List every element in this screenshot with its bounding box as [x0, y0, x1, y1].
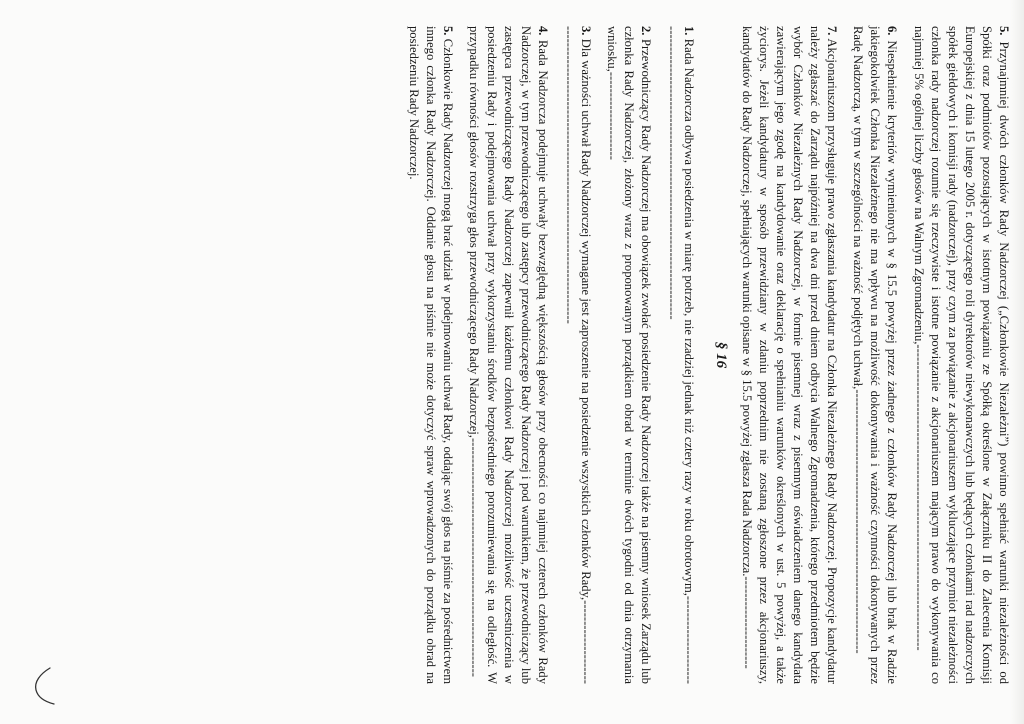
paragraph-text: Akcjonariuszom przysługuje prawo zgłaszania kandydatur na Członka Niezależnego Rady Nadzorczej. Propozycje kandydatur należy zgłaszać do Zarządu najpóźniej na dwa dni przed dniem odbycia Walnego Zgromadzenia, którego przedmiotem będzie wybór Członków Niezależnych Rady Nadzorczej, w formie pisemnej wraz z pisemnym oświadczeniem danego kandydata zawierającym jego zgodę na kandydowanie oraz deklarację o spełnianiu warunków określonych w ust. 5 powyżej, a także życiorys. Jeżeli kandydatury w sposób przewidziany w zdaniu poprzednim nie zostaną zgłoszone przez akcjonariuszy, kandydatów do Rady Nadzorczej, spełniających warunki opisane w § 15.5 powyżej zgłasza Rada Nadzorcza.----------------------	[739, 26, 840, 684]
paragraph-number: 2.	[639, 26, 654, 36]
paragraph-number: 7.	[825, 26, 840, 36]
s16-paragraph-3	[560, 26, 594, 684]
paragraph-text: Członkowie Rady Nadzorczej mogą brać udział w podejmowaniu uchwał Rady, oddając swój głos na piśmie za pośrednictwem innego członka Rady Nadzorczej. Oddanie głosu na piśmie nie może dotyczyć spraw wprowadzonych do porządku obrad na posiedzeniu Rady Nadzorczej.	[407, 26, 456, 685]
s16-paragraph-2	[603, 26, 654, 684]
paragraph-number: 4.	[535, 26, 550, 36]
paragraph-text: Rada Nadzorcza odbywa posiedzenia w miarę potrzeb, nie rzadziej jednak niż cztery razy w roku obrotowym,-------------------------------------------------------------------------------------------	[665, 26, 697, 684]
paragraph-5	[909, 26, 1012, 684]
s16-paragraph-1	[663, 26, 697, 684]
s16-paragraph-5	[405, 26, 456, 684]
paragraph-number: 3.	[579, 26, 594, 36]
s16-paragraph-4	[465, 26, 550, 684]
paragraph-number: 5.	[441, 26, 456, 36]
paragraph-text: Niespełnienie kryteriów wymienionych w § 15.5 powyżej przez żadnego z członków Rady Nadzorczej lub brak w Radzie jakiegokolwiek Członka Niezależnego nie ma wpływu na możliwość dokonywania i ważność czynności dokonywanych przez Radę Nadzorczą, w tym w szczególności na ważność podjętych uchwał,---------------------------------------------------------------	[851, 26, 900, 684]
paragraph-text: Przynajmniej dwóch członków Rady Nadzorczej („Członkowie Niezależni”) powinno spełniać warunki niezależności od Spółki oraz podmiotów pozostających w istotnym powiązaniu ze Spółką określone w Załączniku II do Zalecenia Komisji Europejskiej z dnia 15 lutego 2005 r. dotyczącego roli dyrektorów niewykonawczych lub będących członkami rad nadzorczych spółek giełdowych i komisji rady (nadzorczej), przy czym za powiązanie z akcjonariuszem wykluczające przymiot niezależności członka rady nadzorczej rozumie się rzeczywiste i istotne powiązanie z akcjonariuszem mającym prawo do wykonywania co najmniej 5% ogólnej liczby głosów na Walnym Zgromadzeniu,-------------------------------------------------------------------------	[911, 26, 1011, 684]
handwritten-initial-mark	[28, 664, 72, 710]
paragraph-number: 6.	[885, 26, 900, 36]
paragraph-text: Dla ważności uchwał Rady Nadzorczej wymagane jest zaproszenie na posiedzenie wszystkich członków Rady,-------------------------------------------------------------------------------------------	[561, 26, 594, 685]
paragraph-number: 5.	[997, 26, 1011, 36]
paragraph-6	[849, 26, 900, 684]
rotated-text-block	[4, 8, 1014, 698]
paragraph-7	[738, 26, 841, 684]
paragraph-number: 1.	[682, 26, 697, 36]
paragraph-text: Rada Nadzorcza podejmuje uchwały bezwzględną większością głosów przy obecności co najmniej czterech członków Rady Nadzorczej, w tym przewodniczącego lub zastępcy przewodniczącego Rady Nadzorczej i pod warunkiem, że przewodniczący lub zastępca przewodniczącego Rady Nadzorczej zapewnił każdemu członkowi Rady Nadzorczej możliwość uczestniczenia w posiedzeniu Rady i podejmowania uchwał przy wykorzystaniu środków bezpośredniego porozumiewania się na odległość. W przypadku równości głosów rozstrzyga głos przewodniczącego Rady Nadzorczej,---------------------------------------------------------	[467, 26, 550, 684]
section-title: § 16	[712, 341, 729, 369]
paragraph-text: Przewodniczący Rady Nadzorczej ma obowiązek zwołać posiedzenie Rady Nadzorczej także na pisemny wniosek Zarządu lub członka Rady Nadzorczej, złożony wraz z proponowanym porządkiem obrad w terminie dwóch tygodni od dnia otrzymania wniosku,---------------------	[605, 26, 654, 684]
